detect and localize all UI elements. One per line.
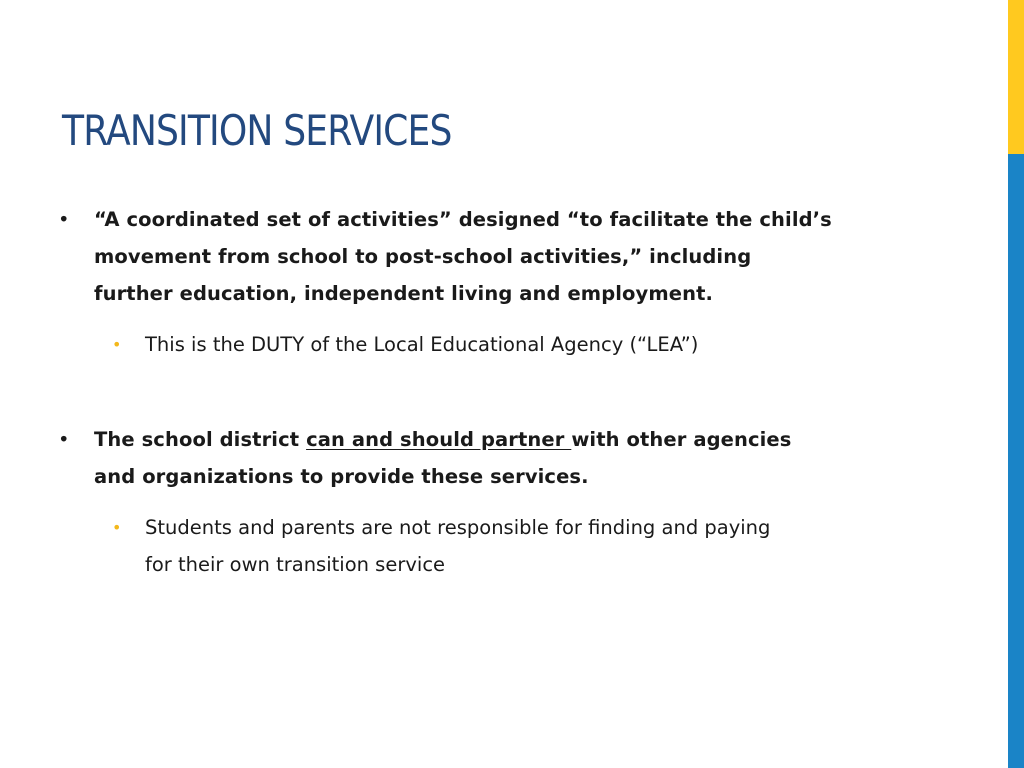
accent-bar-yellow xyxy=(1008,0,1024,154)
bullet-group-2 xyxy=(58,421,938,583)
bullet-text-line: further education, independent living and employment. xyxy=(94,282,714,305)
accent-bar-blue xyxy=(1008,154,1024,768)
emphasis-underlined-text: can and should partner xyxy=(306,428,572,451)
bullet-marker: • xyxy=(58,428,70,451)
sub-bullet-text-line: Students and parents are not responsible for finding and paying xyxy=(145,516,771,539)
bullet-text-line: movement from school to post-school activities,” including xyxy=(94,245,752,268)
sub-bullet-text-line: This is the DUTY of the Local Educational Agency (“LEA”) xyxy=(145,333,699,356)
bullet-text-line: “A coordinated set of activities” designed “to facilitate the child’s xyxy=(94,208,832,231)
bullet-text-line xyxy=(94,421,938,458)
bullet-item xyxy=(58,201,938,312)
sub-bullet-marker: • xyxy=(112,335,122,354)
sub-bullet-text-line: for their own transition service xyxy=(145,553,446,576)
sub-bullet-item xyxy=(58,326,938,363)
bullet-text-line: and organizations to provide these services. xyxy=(94,465,589,488)
bullet-marker: • xyxy=(58,208,70,231)
slide-title: TRANSITION SERVICES xyxy=(62,106,452,155)
bullet-group-1 xyxy=(58,201,938,363)
bullet-text-suffix: with other agencies xyxy=(571,428,792,451)
sub-bullet-item xyxy=(58,509,938,583)
bullet-item xyxy=(58,421,938,495)
bullet-text-prefix: The school district xyxy=(94,428,307,451)
sub-bullet-marker: • xyxy=(112,518,122,537)
